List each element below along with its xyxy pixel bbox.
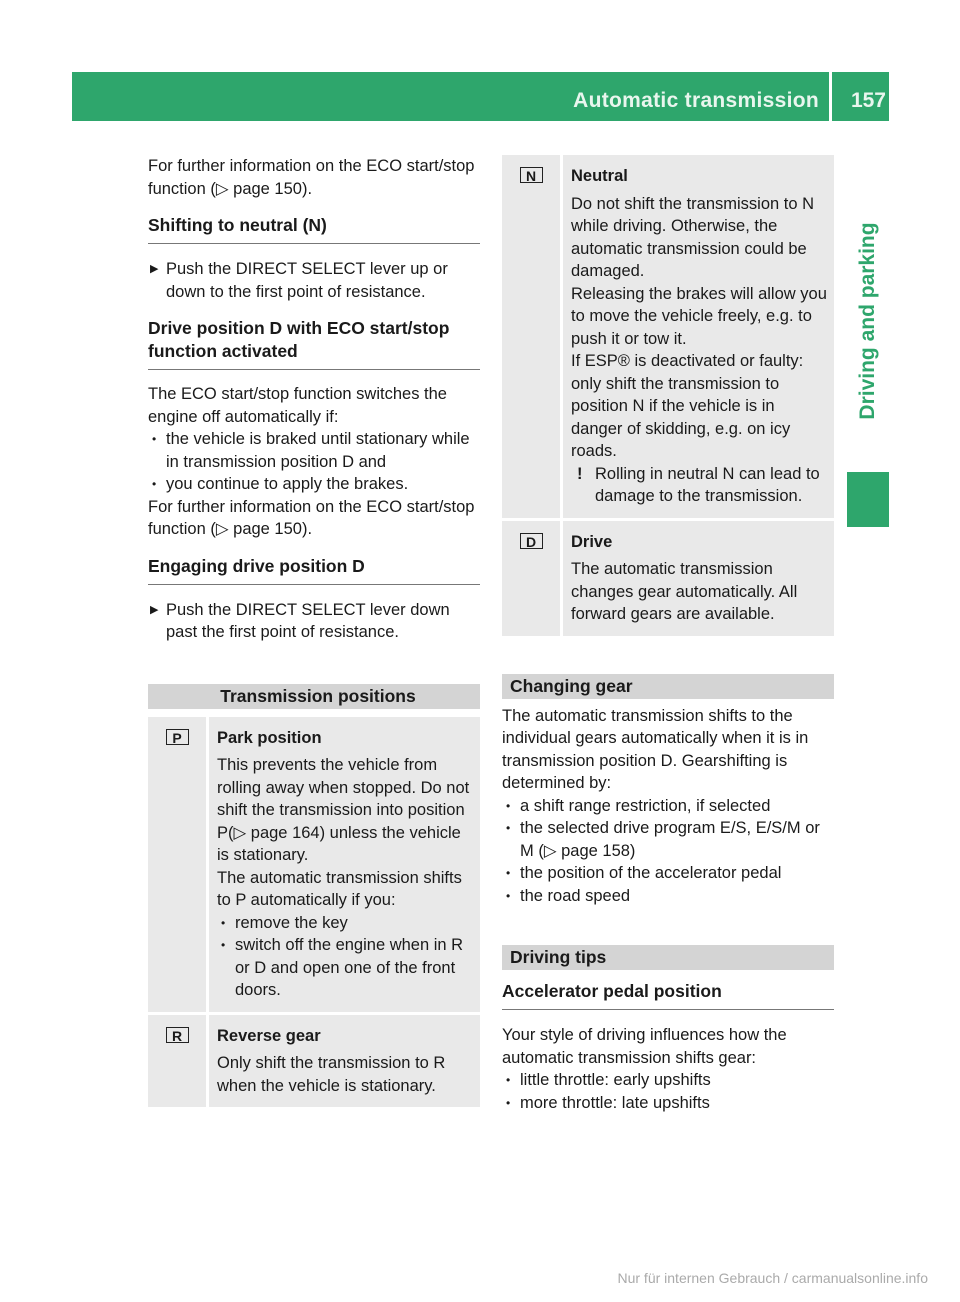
park-key-icon: P xyxy=(166,729,189,745)
engage-step: ▶ Push the DIRECT SELECT lever down past the first point of resistance. xyxy=(148,599,480,644)
drive-description xyxy=(563,521,834,636)
park-bullet-1: • remove the key xyxy=(217,912,474,935)
positions-table-continued xyxy=(502,155,834,636)
intro-text: For further information on the ECO start/stop function (▷ page 150). xyxy=(148,157,475,198)
drive-eco-bullet-2: • you continue to apply the brakes. xyxy=(148,473,480,496)
reverse-title: Reverse gear xyxy=(217,1026,321,1045)
changing-text: The automatic transmission shifts to the individual gears automatically when it is in transmission position D. Gearshifting is determined by: xyxy=(502,706,809,792)
positions-heading: Transmission positions xyxy=(148,684,480,709)
neutral-symbol xyxy=(502,155,563,518)
reverse-symbol xyxy=(148,1015,209,1108)
drive-title: Drive xyxy=(571,532,613,551)
footer-text: Nur für internen Gebrauch / carmanualsonline.info xyxy=(617,1270,928,1286)
drive-symbol xyxy=(502,521,563,636)
engage-heading: Engaging drive position D xyxy=(148,555,480,585)
changing-bullet-1: • a shift range restriction, if selected xyxy=(502,795,834,818)
pedal-bullet-2: • more throttle: late upshifts xyxy=(502,1092,834,1115)
neutral-key-icon: N xyxy=(520,167,543,183)
tips-heading-text: Driving tips xyxy=(510,947,607,967)
warning-text: Rolling in neutral N can lead to damage to the transmission. xyxy=(595,464,820,505)
left-column xyxy=(148,155,480,1107)
header-divider xyxy=(829,72,832,121)
park-bullet-2: • switch off the engine when in R or D and open one of the front doors. xyxy=(217,934,474,1002)
pedal-text: Your style of driving influences how the automatic transmission shifts gear: xyxy=(502,1026,787,1067)
positions-table xyxy=(148,717,480,1108)
changing-heading-text: Changing gear xyxy=(510,675,633,696)
pedal-heading: Accelerator pedal position xyxy=(502,980,834,1010)
neutral-text-3: If ESP® is deactivated or faulty: only shift the transmission to position N if the vehicle is in danger of skidding, e.g. on icy roads. xyxy=(571,352,804,460)
park-title: Park position xyxy=(217,728,322,747)
drive-eco-more: For further information on the ECO start/stop function (▷ page 150). xyxy=(148,497,475,538)
neutral-text-2: Releasing the brakes will allow you to move the vehicle freely, e.g. to push it or tow it. xyxy=(571,284,827,348)
drive-eco-heading: Drive position D with ECO start/stop function activated xyxy=(148,317,480,370)
changing-bullet-4: • the road speed xyxy=(502,885,834,908)
table-row xyxy=(148,717,480,1012)
page-number: 157 xyxy=(850,89,886,112)
table-row xyxy=(148,1012,480,1108)
reverse-text: Only shift the transmission to R when the vehicle is stationary. xyxy=(217,1054,446,1095)
drive-text: The automatic transmission changes gear automatically. All forward gears are available. xyxy=(571,560,798,623)
warning-icon: ! xyxy=(577,464,583,483)
park-text: This prevents the vehicle from rolling away when stopped. Do not shift the transmission into position P(▷ page 164) unless the vehicle is stationary. xyxy=(217,756,470,864)
changing-heading xyxy=(502,674,834,699)
neutral-warning xyxy=(571,463,828,508)
table-row xyxy=(502,155,834,518)
park-symbol xyxy=(148,717,209,1012)
drive-eco-bullet-1: • the vehicle is braked until stationary while in transmission position D and xyxy=(148,428,480,473)
pedal-bullet-1: • little throttle: early upshifts xyxy=(502,1069,834,1092)
section-title: Automatic transmission xyxy=(573,89,819,112)
changing-bullet-3: • the position of the accelerator pedal xyxy=(502,862,834,885)
chapter-tab xyxy=(847,130,889,512)
table-row xyxy=(502,518,834,636)
right-column xyxy=(502,155,834,1114)
chapter-marker xyxy=(847,472,889,527)
page-header xyxy=(72,72,889,121)
drive-key-icon: D xyxy=(520,533,543,549)
neutral-step: ▶ Push the DIRECT SELECT lever up or down to the first point of resistance. xyxy=(148,258,480,303)
reverse-key-icon: R xyxy=(166,1027,189,1043)
tips-heading xyxy=(502,945,834,970)
neutral-text: Do not shift the transmission to N while driving. Otherwise, the automatic transmission could be damaged. xyxy=(571,194,815,280)
reverse-description xyxy=(209,1015,480,1108)
footer-watermark xyxy=(0,1270,960,1286)
park-description xyxy=(209,717,480,1012)
changing-bullet-2: • the selected drive program E/S, E/S/M or M (▷ page 158) xyxy=(502,817,834,862)
neutral-description xyxy=(563,155,834,518)
neutral-title: Neutral xyxy=(571,167,628,185)
drive-eco-text: The ECO start/stop function switches the engine off automatically if: xyxy=(148,385,447,426)
neutral-heading: Shifting to neutral (N) xyxy=(148,214,480,244)
park-text-2: The automatic transmission shifts to P automatically if you: xyxy=(217,868,462,909)
chapter-label: Driving and parking xyxy=(856,222,879,420)
